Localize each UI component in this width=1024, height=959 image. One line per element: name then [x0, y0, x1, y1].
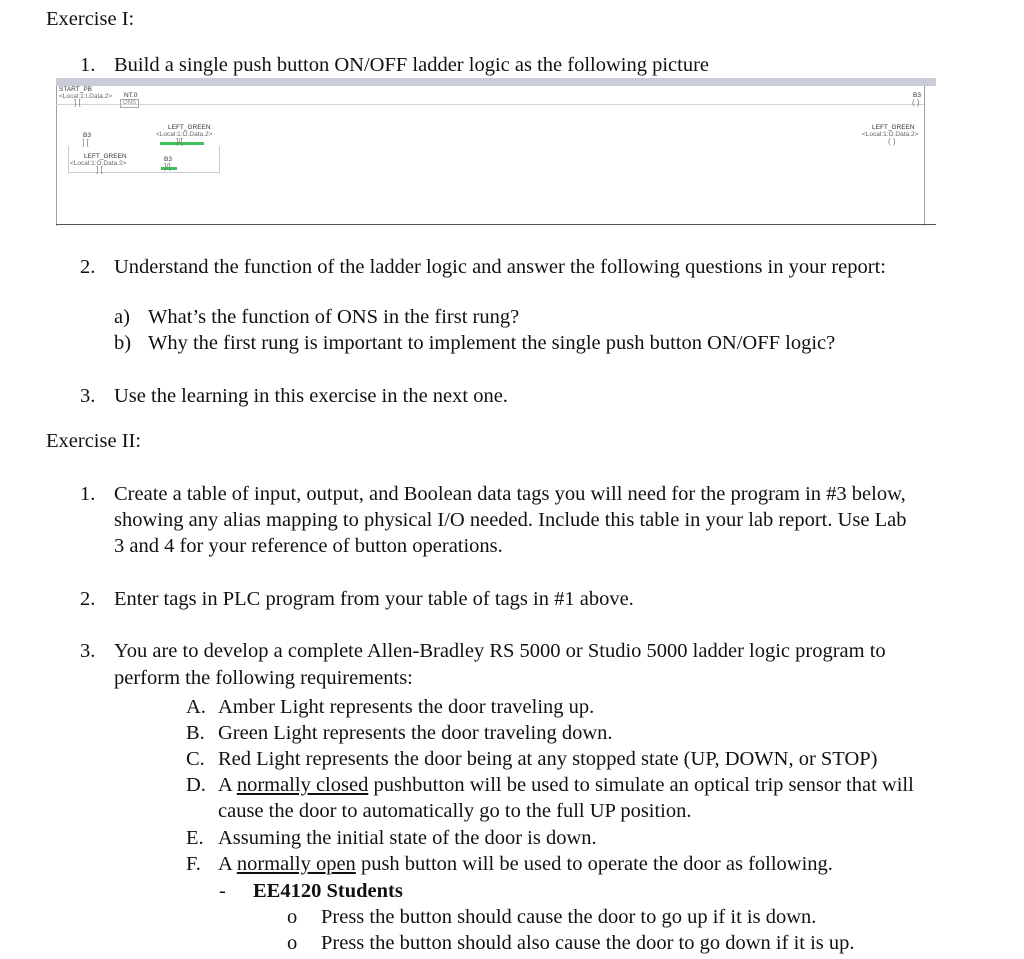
req-text: Amber Light represents the door traveling up. — [218, 696, 595, 718]
item-number: 2. — [80, 588, 96, 610]
question-a — [114, 306, 519, 329]
req-label: C. — [186, 748, 205, 770]
left-green-tag-2: LEFT_GREEN — [84, 153, 127, 160]
bullet-item-2 — [287, 932, 855, 955]
requirement-a — [186, 696, 594, 719]
item-text-line-1: Create a table of input, output, and Boolean data tags you will need for the program in #3 below, — [114, 483, 906, 505]
req-text: Green Light represents the door traveling down. — [218, 722, 613, 744]
req-text-pre: A — [218, 853, 237, 875]
item-text: Build a single push button ON/OFF ladder logic as the following picture — [114, 54, 710, 76]
left-green-tag-1: LEFT_GREEN — [168, 124, 211, 131]
question-b — [114, 332, 835, 355]
left-green-output-tag: LEFT_GREEN — [872, 124, 915, 131]
req-label: B. — [186, 722, 205, 744]
left-green-address-1: <Local:1:O.Data.2> — [156, 131, 213, 138]
ex1-item-2 — [80, 256, 886, 279]
requirement-e — [186, 827, 597, 850]
right-power-rail — [924, 86, 925, 226]
b3-contact: ] [ — [82, 138, 89, 147]
item-number: 2. — [80, 256, 96, 278]
start-pb-contact: ] [ — [74, 98, 81, 107]
bullet-marker: o — [287, 932, 298, 954]
item-number: 1. — [80, 483, 96, 505]
question-text: What’s the function of ONS in the first rung? — [148, 306, 520, 328]
ladder-logic-figure — [56, 78, 936, 226]
ex1-item-3 — [80, 385, 508, 408]
req-underlined-term: normally closed — [236, 774, 369, 796]
requirement-d-line-2: cause the door to automatically go to the full UP position. — [218, 800, 692, 822]
exercise-2-title: Exercise II: — [46, 430, 142, 452]
b3-contact-2: ]/[ — [164, 162, 171, 171]
left-power-rail — [56, 86, 57, 226]
question-label: b) — [114, 332, 132, 354]
req-text-post: pushbutton will be used to simulate an optical trip sensor that will — [368, 774, 914, 796]
students-line — [219, 880, 403, 903]
left-green-address-2: <Local:1:O.Data.2> — [70, 160, 127, 167]
left-green-contact-1: ]/[ — [176, 137, 183, 146]
left-green-output-coil: ( ) — [888, 137, 896, 146]
dash-marker: - — [219, 880, 226, 902]
b3-contact-tag: B3 — [83, 132, 91, 139]
ex2-item-1 — [80, 483, 906, 506]
ex2-item-2 — [80, 588, 634, 611]
req-label: D. — [186, 774, 206, 796]
bullet-text: Press the button should also cause the door to go down if it is up. — [321, 932, 855, 954]
requirement-b — [186, 722, 613, 745]
item-number: 3. — [80, 385, 96, 407]
req-text: Red Light represents the door being at any stopped state (UP, DOWN, or STOP) — [218, 748, 878, 770]
question-label: a) — [114, 306, 130, 328]
left-green-output-address: <Local:1:O.Data.2> — [862, 131, 919, 138]
rung-1-line — [56, 104, 924, 105]
item-text: Enter tags in PLC program from your table of tags in #1 above. — [114, 588, 634, 610]
students-heading: EE4120 Students — [253, 880, 403, 902]
ex1-item-1 — [80, 54, 709, 77]
ex2-item-3-line-2: perform the following requirements: — [114, 667, 413, 689]
req-label: F. — [186, 853, 201, 875]
req-text-post: push button will be used to operate the door as following. — [355, 853, 833, 875]
b3-output-coil: ( ) — [912, 98, 920, 107]
req-underlined-term: normally open — [236, 853, 356, 875]
requirement-c — [186, 748, 878, 771]
item-text: Understand the function of the ladder logic and answer the following questions in your report: — [114, 256, 886, 278]
ex2-item-3 — [80, 640, 886, 663]
requirement-f — [186, 853, 833, 876]
bullet-marker: o — [287, 906, 298, 928]
ladder-toolbar-strip — [56, 78, 936, 86]
requirement-d — [186, 774, 914, 797]
exercise-1-title: Exercise I: — [46, 8, 135, 30]
item-number: 1. — [80, 54, 96, 76]
ons-instruction: ONS — [120, 99, 139, 108]
req-label: A. — [186, 696, 206, 718]
start-pb-tag: START_PB — [59, 86, 92, 93]
bullet-item-1 — [287, 906, 816, 929]
bullet-text: Press the button should cause the door to go up if it is down. — [321, 906, 817, 928]
nt0-tag: NT.0 — [124, 92, 138, 99]
ex2-item-1-line-2: showing any alias mapping to physical I/O needed. Include this table in your lab report. Use Lab — [114, 509, 907, 531]
req-label: E. — [186, 827, 204, 849]
ex2-item-1-line-3: 3 and 4 for your reference of button operations. — [114, 535, 503, 557]
left-green-contact-2: ] [ — [96, 165, 103, 174]
start-pb-address: <Local:1:I.Data.2> — [59, 93, 113, 100]
question-text: Why the first rung is important to implement the single push button ON/OFF logic? — [148, 332, 836, 354]
item-text: Use the learning in this exercise in the next one. — [114, 385, 508, 407]
req-text: Assuming the initial state of the door is down. — [218, 827, 597, 849]
ladder-bottom-line — [56, 224, 936, 225]
item-text-line-1: You are to develop a complete Allen-Bradley RS 5000 or Studio 5000 ladder logic program to — [114, 640, 886, 662]
req-text-pre: A — [218, 774, 237, 796]
b3-contact-tag-2: B3 — [164, 156, 172, 163]
b3-output-tag: B3 — [913, 92, 921, 99]
item-number: 3. — [80, 640, 96, 662]
